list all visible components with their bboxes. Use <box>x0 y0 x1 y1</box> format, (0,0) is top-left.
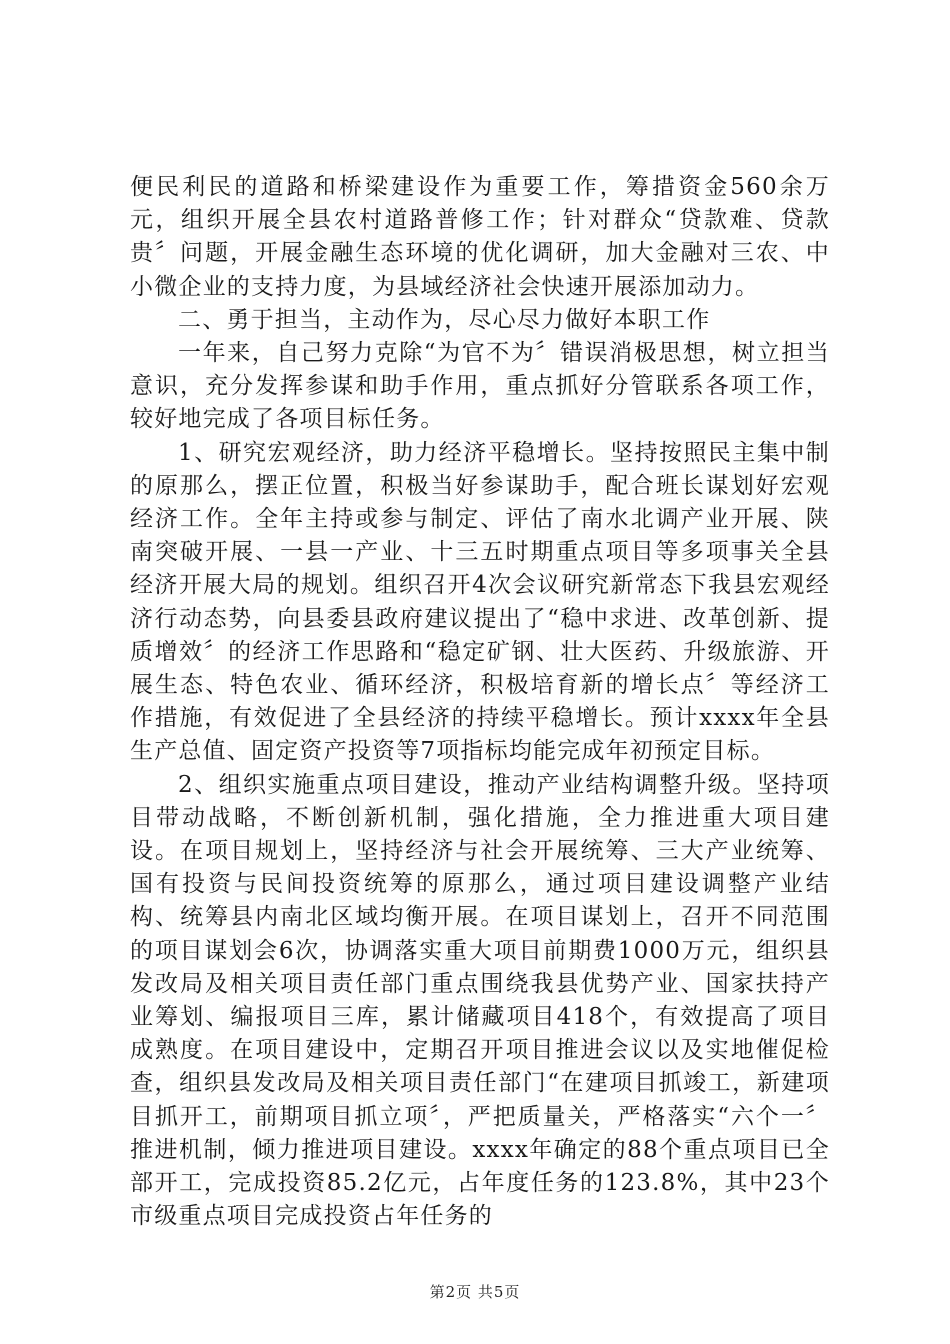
paragraph-intro: 一年来，自己努力克除“为官不为〞错误消极思想，树立担当意识，充分发挥参谋和助手作用，重点抓好分管联系各项工作，较好地完成了各项目标任务。 <box>130 340 830 433</box>
section-heading: 二、勇于担当，主动作为，尽心尽力做好本职工作 <box>178 306 711 333</box>
page-number-footer: 第2页 共5页 <box>429 1283 521 1301</box>
document-body <box>130 171 830 1234</box>
paragraph-item-2: 2、组织实施重点项目建设，推动产业结构调整升级。坚持项目带动战略，不断创新机制，强化措施，全力推进重大项目建设。在项目规划上，坚持经济与社会开展统筹、三大产业统筹、国有投资与民间投资统筹的原那么，通过项目建设调整产业结构、统筹县内南北区域均衡开展。在项目谋划上，召开不同范围的项目谋划会6次，协调落实重大项目前期费1000万元，组织县发改局及相关项目责任部门重点围绕我县优势产业、国家扶持产业筹划、编报项目三库，累计储藏项目418个，有效提高了项目成熟度。在项目建设中，定期召开项目推进会议以及实地催促检查，组织县发改局及相关项目责任部门“在建项目抓竣工，新建项目抓开工，前期项目抓立项〞，严把质量关，严格落实“六个一〞推进机制，倾力推进项目建设。xxxx年确定的88个重点项目已全部开工，完成投资85.2亿元，占年度任务的123.8%，其中23个市级重点项目完成投资占年任务的 <box>130 771 830 1230</box>
paragraph-continuation: 便民利民的道路和桥梁建设作为重要工作，筹措资金560余万元，组织开展全县农村道路普修工作；针对群众“贷款难、贷款贵〞问题，开展金融生态环境的优化调研，加大金融对三农、中小微企业的支持力度，为县域经济社会快速开展添加动力。 <box>130 174 830 300</box>
paragraph-item-1: 1、研究宏观经济，助力经济平稳增长。坚持按照民主集中制的原那么，摆正位置，积极当好参谋助手，配合班长谋划好宏观经济工作。全年主持或参与制定、评估了南水北调产业开展、陕南突破开展、一县一产业、十三五时期重点项目等多项事关全县经济开展大局的规划。组织召开4次会议研究新常态下我县宏观经济行动态势，向县委县政府建议提出了“稳中求进、改革创新、提质增效〞的经济工作思路和“稳定矿钢、壮大医药、升级旅游、开展生态、特色农业、循环经济，积极培育新的增长点〞等经济工作措施，有效促进了全县经济的持续平稳增长。预计xxxx年全县生产总值、固定资产投资等7项指标均能完成年初预定目标。 <box>130 439 830 765</box>
